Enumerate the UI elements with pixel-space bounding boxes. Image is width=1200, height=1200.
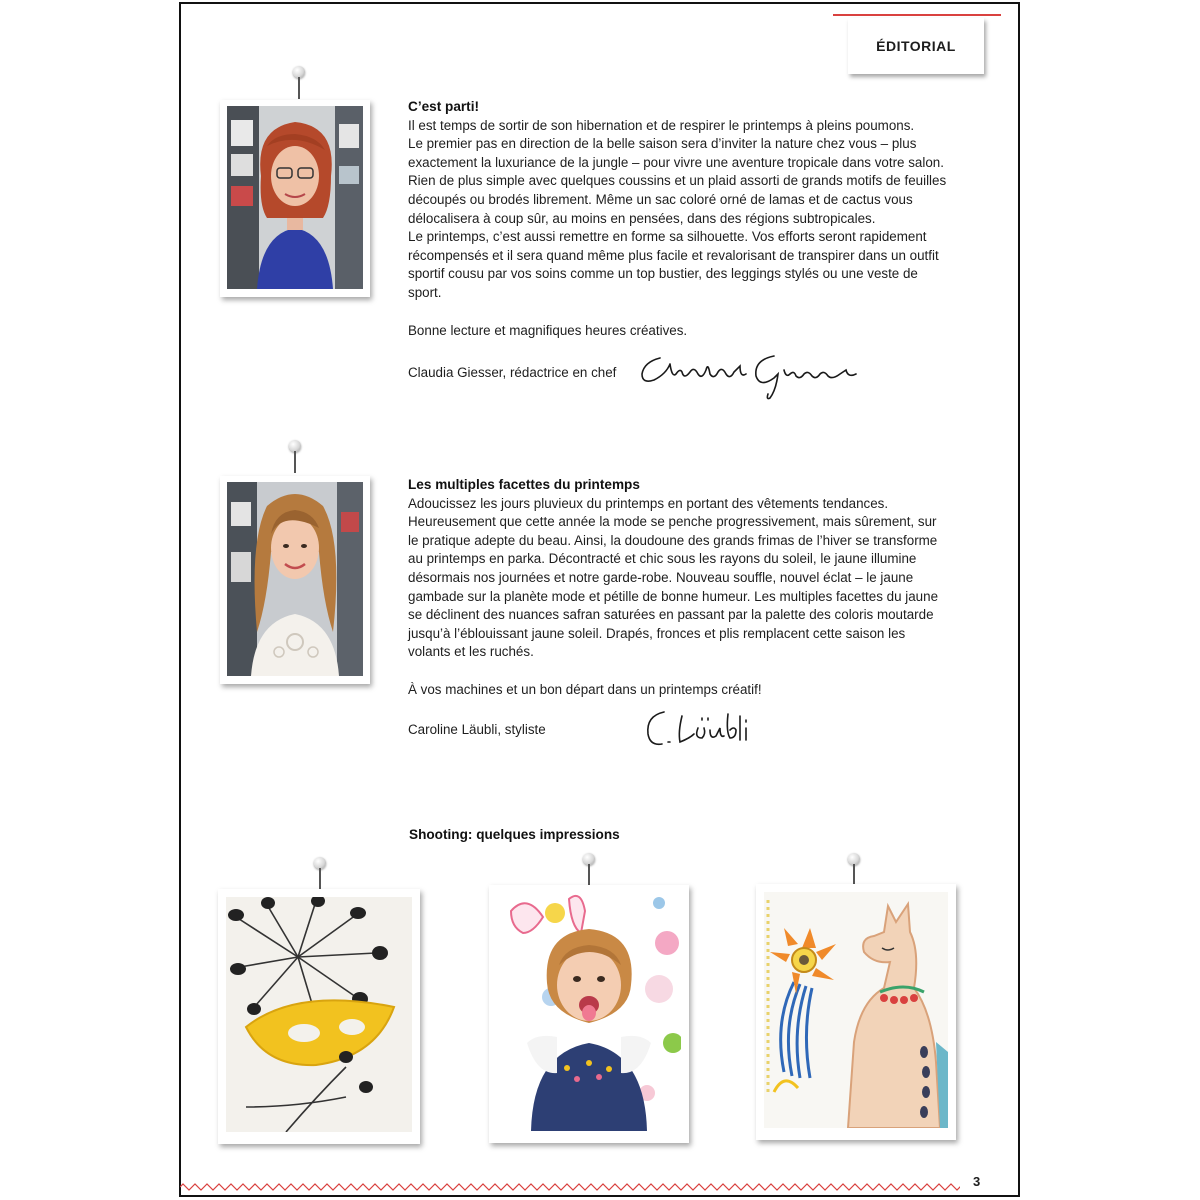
footer-zigzag-divider [180,1182,960,1192]
editorial-2-line: gambade sur la planète mode et pétille de bonne humeur. Les multiples facettes du jaune [408,588,939,604]
editorial-1-line: sportif cousu par vos soins comme un top bustier, des leggings stylés ou une veste de [408,266,918,282]
editorial-2-text [408,476,988,700]
editorial-1-text [408,98,988,340]
editorial-2-line: jusqu’à l’éblouissant jaune soleil. Drapés, fronces et plis remplacent cette saison les [408,625,906,641]
editorial-1-line: Rien de plus simple avec quelques coussins et un plaid assorti de grands motifs de feuilles [408,173,947,189]
editorial-2-title: Les multiples facettes du printemps [408,477,640,492]
editorial-1-line: exactement la luxuriance de la jungle – pour vivre une aventure tropicale dans votre salon. [408,154,944,170]
editorial-2-line: désormais nos journées et notre garde-robe. Nouveau souffle, nouvel éclat – le jaune [408,569,914,585]
shooting-title: Shooting: quelques impressions [409,827,620,842]
shooting-photo-child [489,885,689,1143]
signature-caroline-laubli [640,704,760,750]
editorial-1-closing: Bonne lecture et magnifiques heures créatives. [408,322,688,338]
portrait-photo-editor [220,100,370,297]
editorial-1-author: Claudia Giesser, rédactrice en chef [408,365,617,380]
shooting-photo-embroidery [218,889,420,1144]
editorial-1-line: délocalisera à coup sûr, au moins en pensées, dans des régions subtropicales. [408,210,876,226]
editorial-1-line: Le premier pas en direction de la belle saison sera d’inviter la nature chez vous – plus [408,136,917,152]
editorial-2-author: Caroline Läubli, styliste [408,722,546,737]
editorial-2-closing: À vos machines et un bon départ dans un printemps créatif! [408,681,762,697]
portrait-photo-stylist [220,476,370,684]
page-number: 3 [973,1174,981,1189]
editorial-2-line: Adoucissez les jours pluvieux du printemps en portant des vêtements tendances. [408,495,889,511]
editorial-2-line: au printemps en parka. Décontracté et chic sous les rayons du soleil, le jaune illumine [408,551,917,567]
editorial-1-line: découpés ou brodés librement. Même un sac coloré orné de lamas et de cactus vous [408,191,913,207]
shooting-photo-llama [756,884,956,1140]
header-rule [833,14,1001,16]
editorial-1-line: Il est temps de sortir de son hibernation et de respirer le printemps à pleins poumons. [408,117,915,133]
editorial-1-line: Le printemps, c’est aussi remettre en forme sa silhouette. Vos efforts seront rapidement [408,229,927,245]
editorial-1-line: récompensés et il sera quand même plus facile et revalorisant de transpirer dans un outfit [408,247,939,263]
section-tab: ÉDITORIAL [848,18,984,74]
editorial-1-line: sport. [408,284,442,300]
editorial-2-line: le pratique adepte du beau. Ainsi, la doudoune des grands frimas de l’hiver se transforme [408,532,938,548]
editorial-2-line: Heureusement que cette année la mode se penche progressivement, mais sûrement, sur [408,514,937,530]
editorial-1-title: C’est parti! [408,99,480,114]
editorial-2-line: se déclinent des nuances safran saturées en passant par la palette des coloris moutarde [408,607,934,623]
editorial-2-line: volants et les ruchés. [408,644,534,660]
signature-claudia-giesser [636,344,866,402]
